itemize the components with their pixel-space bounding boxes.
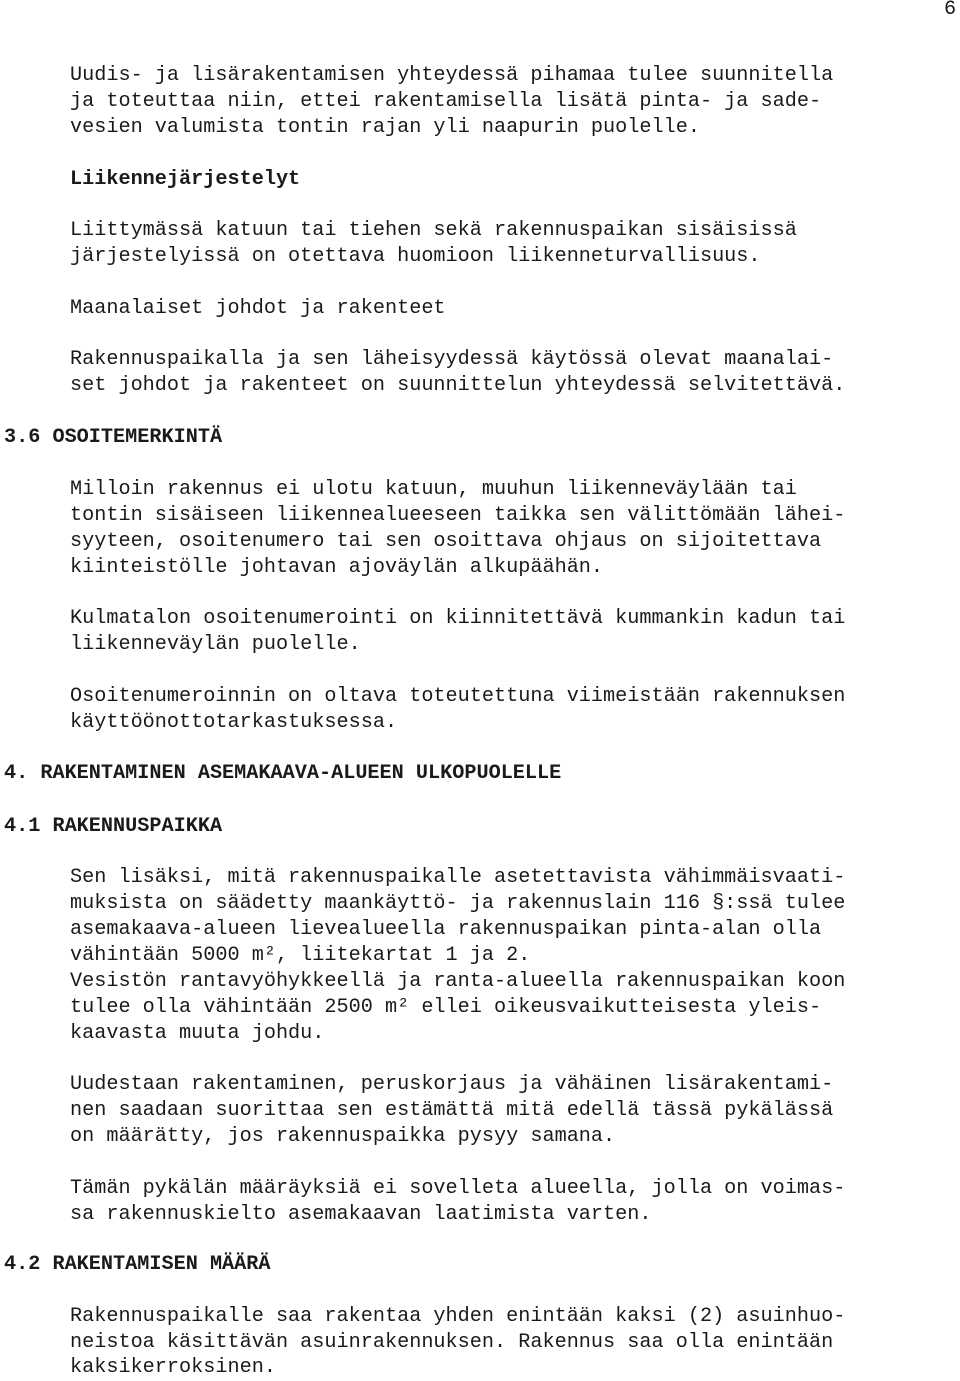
section-3-6-line: tontin sisäiseen liikennealueeseen taikka sen välittömään lähei- <box>70 504 846 527</box>
section-4-1-line: vähintään 5000 m², liitekartat 1 ja 2. <box>70 944 531 967</box>
section-4-2-line: kaksikerroksinen. <box>70 1356 276 1379</box>
section-4-1-line: asemakaava-alueen lievealueella rakennuspaikan pinta-alan olla <box>70 918 822 941</box>
intro-line: Uudis- ja lisärakentamisen yhteydessä pihamaa tulee suunnitella <box>70 64 834 87</box>
section-4-1-line: Uudestaan rakentaminen, peruskorjaus ja vähäinen lisärakentami- <box>70 1073 834 1096</box>
page-number: 6 <box>944 0 957 21</box>
traffic-heading: Liikennejärjestelyt <box>70 168 301 191</box>
traffic-line: järjestelyissä on otettava huomioon liikenneturvallisuus. <box>70 245 761 268</box>
section-4-heading: 4. RAKENTAMINEN ASEMAKAAVA-ALUEEN ULKOPUOLELLE <box>4 762 562 785</box>
underground-heading: Maanalaiset johdot ja rakenteet <box>70 297 446 320</box>
section-3-6-line: Osoitenumeroinnin on oltava toteutettuna viimeistään rakennuksen <box>70 685 846 708</box>
section-4-2-line: neistoa käsittävän asuinrakennuksen. Rakennus saa olla enintään <box>70 1331 834 1354</box>
section-3-6-heading: 3.6 OSOITEMERKINTÄ <box>4 426 223 449</box>
intro-line: vesien valumista tontin rajan yli naapurin puolelle. <box>70 116 700 139</box>
section-4-1-line: Sen lisäksi, mitä rakennuspaikalle asetettavista vähimmäisvaati- <box>70 866 846 889</box>
section-3-6-line: kiinteistölle johtavan ajoväylän alkupäähän. <box>70 556 604 579</box>
section-4-1-line: Tämän pykälän määräyksiä ei sovelleta alueella, jolla on voimas- <box>70 1177 846 1200</box>
section-4-2-heading: 4.2 RAKENTAMISEN MÄÄRÄ <box>4 1253 271 1276</box>
section-3-6-line: Milloin rakennus ei ulotu katuun, muuhun liikenneväylään tai <box>70 478 797 501</box>
section-4-1-line: tulee olla vähintään 2500 m² ellei oikeusvaikutteisesta yleis- <box>70 996 822 1019</box>
section-4-1-line: nen saadaan suorittaa sen estämättä mitä edellä tässä pykälässä <box>70 1099 834 1122</box>
section-3-6-line: käyttöönottotarkastuksessa. <box>70 711 398 734</box>
section-3-6-line: liikenneväylän puolelle. <box>70 633 361 656</box>
section-4-1-line: sa rakennuskielto asemakaavan laatimista varten. <box>70 1203 652 1226</box>
section-4-1-line: muksista on säädetty maankäyttö- ja rakennuslain 116 §:ssä tulee <box>70 892 846 915</box>
section-3-6-line: Kulmatalon osoitenumerointi on kiinnitettävä kummankin kadun tai <box>70 607 846 630</box>
section-3-6-line: syyteen, osoitenumero tai sen osoittava ohjaus on sijoitettava <box>70 530 822 553</box>
section-4-2-line: Rakennuspaikalle saa rakentaa yhden enintään kaksi (2) asuinhuo- <box>70 1305 846 1328</box>
section-4-1-line: kaavasta muuta johdu. <box>70 1022 325 1045</box>
underground-line: Rakennuspaikalla ja sen läheisyydessä käytössä olevat maanalai- <box>70 348 834 371</box>
section-4-1-line: on määrätty, jos rakennuspaikka pysyy samana. <box>70 1125 616 1148</box>
underground-line: set johdot ja rakenteet on suunnittelun yhteydessä selvitettävä. <box>70 374 846 397</box>
section-4-1-line: Vesistön rantavyöhykkeellä ja ranta-alueella rakennuspaikan koon <box>70 970 846 993</box>
traffic-line: Liittymässä katuun tai tiehen sekä rakennuspaikan sisäisissä <box>70 219 797 242</box>
intro-line: ja toteuttaa niin, ettei rakentamisella lisätä pinta- ja sade- <box>70 90 822 113</box>
section-4-1-heading: 4.1 RAKENNUSPAIKKA <box>4 815 223 838</box>
